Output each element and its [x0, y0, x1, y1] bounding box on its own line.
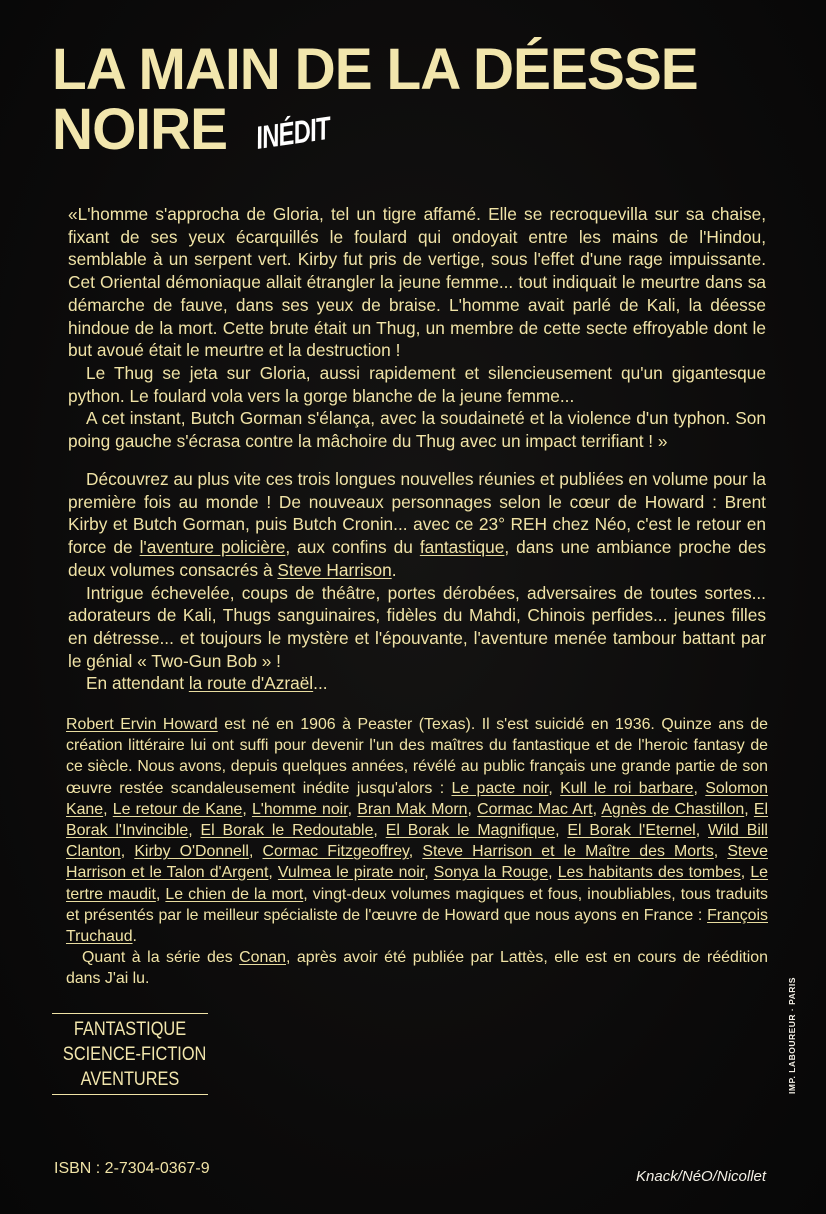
- bio-paragraph: [66, 714, 768, 947]
- link-steve-harrison: Steve Harrison: [277, 559, 392, 580]
- link-aventure-policiere: l'aventure policière: [139, 537, 286, 558]
- excerpt-paragraph: «L'homme s'approcha de Gloria, tel un tigre affamé. Elle se recroquevilla sur sa chaise, fixant de ses yeux écarquillés le foulard qui ondoyait entre les mains de l'Hindou, semblable à un serpent vert. Kirby fut pris de vertige, sous l'effet d'une rage impuissante. Cet Oriental démoniaque allait étrangler la jeune femme... tout indiquait le meurtre dans sa démarche de fauve, dans ses yeux de braise. L'homme avait parlé de Kali, la déesse hindoue de la mort. Cette brute était un Thug, un membre de cette secte effroyable dont le but avoué était le meurtre et la destruction !: [68, 204, 766, 361]
- book-title-link: Solomon Kane: [66, 779, 769, 818]
- bio-text: Quant à la série des: [82, 949, 240, 967]
- blurb-text: , dans une ambiance proche des deux volumes consacrés à: [68, 537, 766, 580]
- blurb-text: En attendant: [86, 673, 189, 694]
- book-title-link: Sonya la Rouge: [433, 864, 549, 882]
- bio-text: , vingt-deux volumes magiques et fous, inoubliables, tous traduits et présentés par le meilleur spécialiste de l'œuvre de Howard que nous ayons en France :: [66, 885, 768, 924]
- blurb-paragraph: Intrigue échevelée, coups de théâtre, portes dérobées, adversaires de toutes sortes... adorateurs de Kali, Thugs sanguinaires, fidèles du Mahdi, Chinois perfides... jeunes filles en détresse... et toujours le mystère et l'épouvante, l'aventure menée tambour battant par le génial « Two-Gun Bob » !: [68, 582, 766, 671]
- book-title: [52, 37, 758, 162]
- isbn: ISBN : 2-7304-0367-9: [54, 1160, 210, 1177]
- link-fantastique: fantastique: [419, 537, 505, 558]
- book-title-line1: LA MAIN DE LA DÉESSE: [52, 37, 698, 102]
- book-title-link: El Borak le Magnifique: [385, 822, 556, 840]
- book-title-link: Kirby O'Donnell: [134, 843, 249, 861]
- blurb: [68, 468, 766, 695]
- genre-label: AVENTURES: [80, 1069, 180, 1090]
- excerpt: [68, 203, 766, 453]
- book-title-link: Steve Harrison et le Talon d'Argent: [66, 843, 768, 882]
- book-title-link: Agnès de Chastillon: [601, 800, 745, 818]
- blurb-text: , aux confins du: [285, 537, 420, 558]
- link-conan: Conan: [239, 949, 286, 967]
- link-route-azrael: la route d'Azraël: [188, 673, 314, 694]
- genre-label: FANTASTIQUE: [73, 1019, 187, 1040]
- bio-text: est né en 1906 à Peaster (Texas). Il s'est suicidé en 1936. Quinze ans de création littéraire lui ont suffi pour devenir l'un des maîtres du fantastique et de l'heroic fantasy de ce siècle. Nous avons, depuis quelques années, révélé au public français une grande partie de son œuvre restée scandaleusement inédite jusqu'alors :: [66, 716, 768, 797]
- book-title-link: El Borak l'Eternel: [567, 822, 696, 840]
- excerpt-paragraph: Le Thug se jeta sur Gloria, aussi rapidement et silencieusement qu'un gigantesque python. Le foulard vola vers la gorge blanche de la jeune femme...: [68, 362, 766, 406]
- genre-box: [52, 1013, 208, 1095]
- book-title-link: Kull le roi barbare: [560, 779, 694, 797]
- book-title-link: Cormac Fitzgeoffrey: [262, 843, 409, 861]
- translator-name: François Truchaud: [66, 906, 768, 946]
- book-title-link: Cormac Mac Art: [477, 800, 593, 818]
- publisher-logo: Knack/NéO/Nicollet: [636, 1168, 767, 1185]
- book-title-link: Le tertre maudit: [66, 864, 768, 903]
- blurb-text: .: [391, 559, 397, 580]
- bio-text: .: [132, 928, 137, 946]
- book-title-link: Vulmea le pirate noir: [277, 864, 425, 882]
- author-bio: [66, 714, 768, 990]
- bio-text: , après avoir été publiée par Lattès, elle est en cours de réédition dans J'ai lu.: [66, 949, 768, 988]
- inedit-badge: INÉDIT: [253, 109, 332, 156]
- blurb-paragraph: [68, 672, 766, 695]
- genre-label: SCIENCE-FICTION: [62, 1044, 207, 1065]
- book-title-link: Le retour de Kane: [112, 800, 243, 818]
- author-name: Robert Ervin Howard: [66, 716, 218, 733]
- titles-list: Le pacte noir, Kull le roi barbare, Solomon Kane, Le retour de Kane, L'homme noir, Bran Mak Morn, Cormac Mac Art, Agnès de Chastillon, El Borak l'Invincible, El Borak le Redoutable, El Borak le Magnifique, El Borak l'Eternel, Wild Bill Clanton, Kirby O'Donnell, Cormac Fitzgeoffrey, Steve Harrison et le Maître des Morts, Steve Harrison et le Talon d'Argent, Vulmea le pirate noir, Sonya la Rouge, Les habitants des tombes, Le tertre maudit, Le chien de la mort: [66, 779, 769, 903]
- book-title-link: Le pacte noir: [451, 779, 549, 797]
- printer-credit: IMP. LABOUREUR · PARIS: [787, 977, 797, 1094]
- bio-paragraph: [66, 947, 768, 989]
- book-title-link: L'homme noir: [251, 800, 348, 818]
- blurb-paragraph: [68, 468, 766, 582]
- book-title-link: Bran Mak Morn: [357, 800, 468, 818]
- book-title-link: Steve Harrison et le Maître des Morts: [422, 843, 714, 861]
- book-title-link: El Borak l'Invincible: [66, 800, 769, 840]
- book-title-link: Le chien de la mort: [165, 885, 304, 903]
- blurb-text: ...: [313, 673, 328, 694]
- book-title-link: Wild Bill Clanton: [66, 822, 768, 861]
- excerpt-paragraph: A cet instant, Butch Gorman s'élança, avec la soudaineté et la violence d'un typhon. Son poing gauche s'écrasa contre la mâchoire du Thug avec un impact terrifiant ! »: [68, 408, 766, 452]
- blurb-text: Découvrez au plus vite ces trois longues nouvelles réunies et publiées en volume pour la première fois au monde ! De nouveaux personnages selon le cœur de Howard : Brent Kirby et Butch Gorman, puis Butch Cronin... avec ce 23° REH chez Néo, c'est le retour en force de: [68, 469, 766, 558]
- book-title-link: El Borak le Redoutable: [200, 822, 374, 840]
- book-title-line2: NOIRE: [52, 97, 228, 162]
- book-title-link: Les habitants des tombes: [557, 864, 741, 882]
